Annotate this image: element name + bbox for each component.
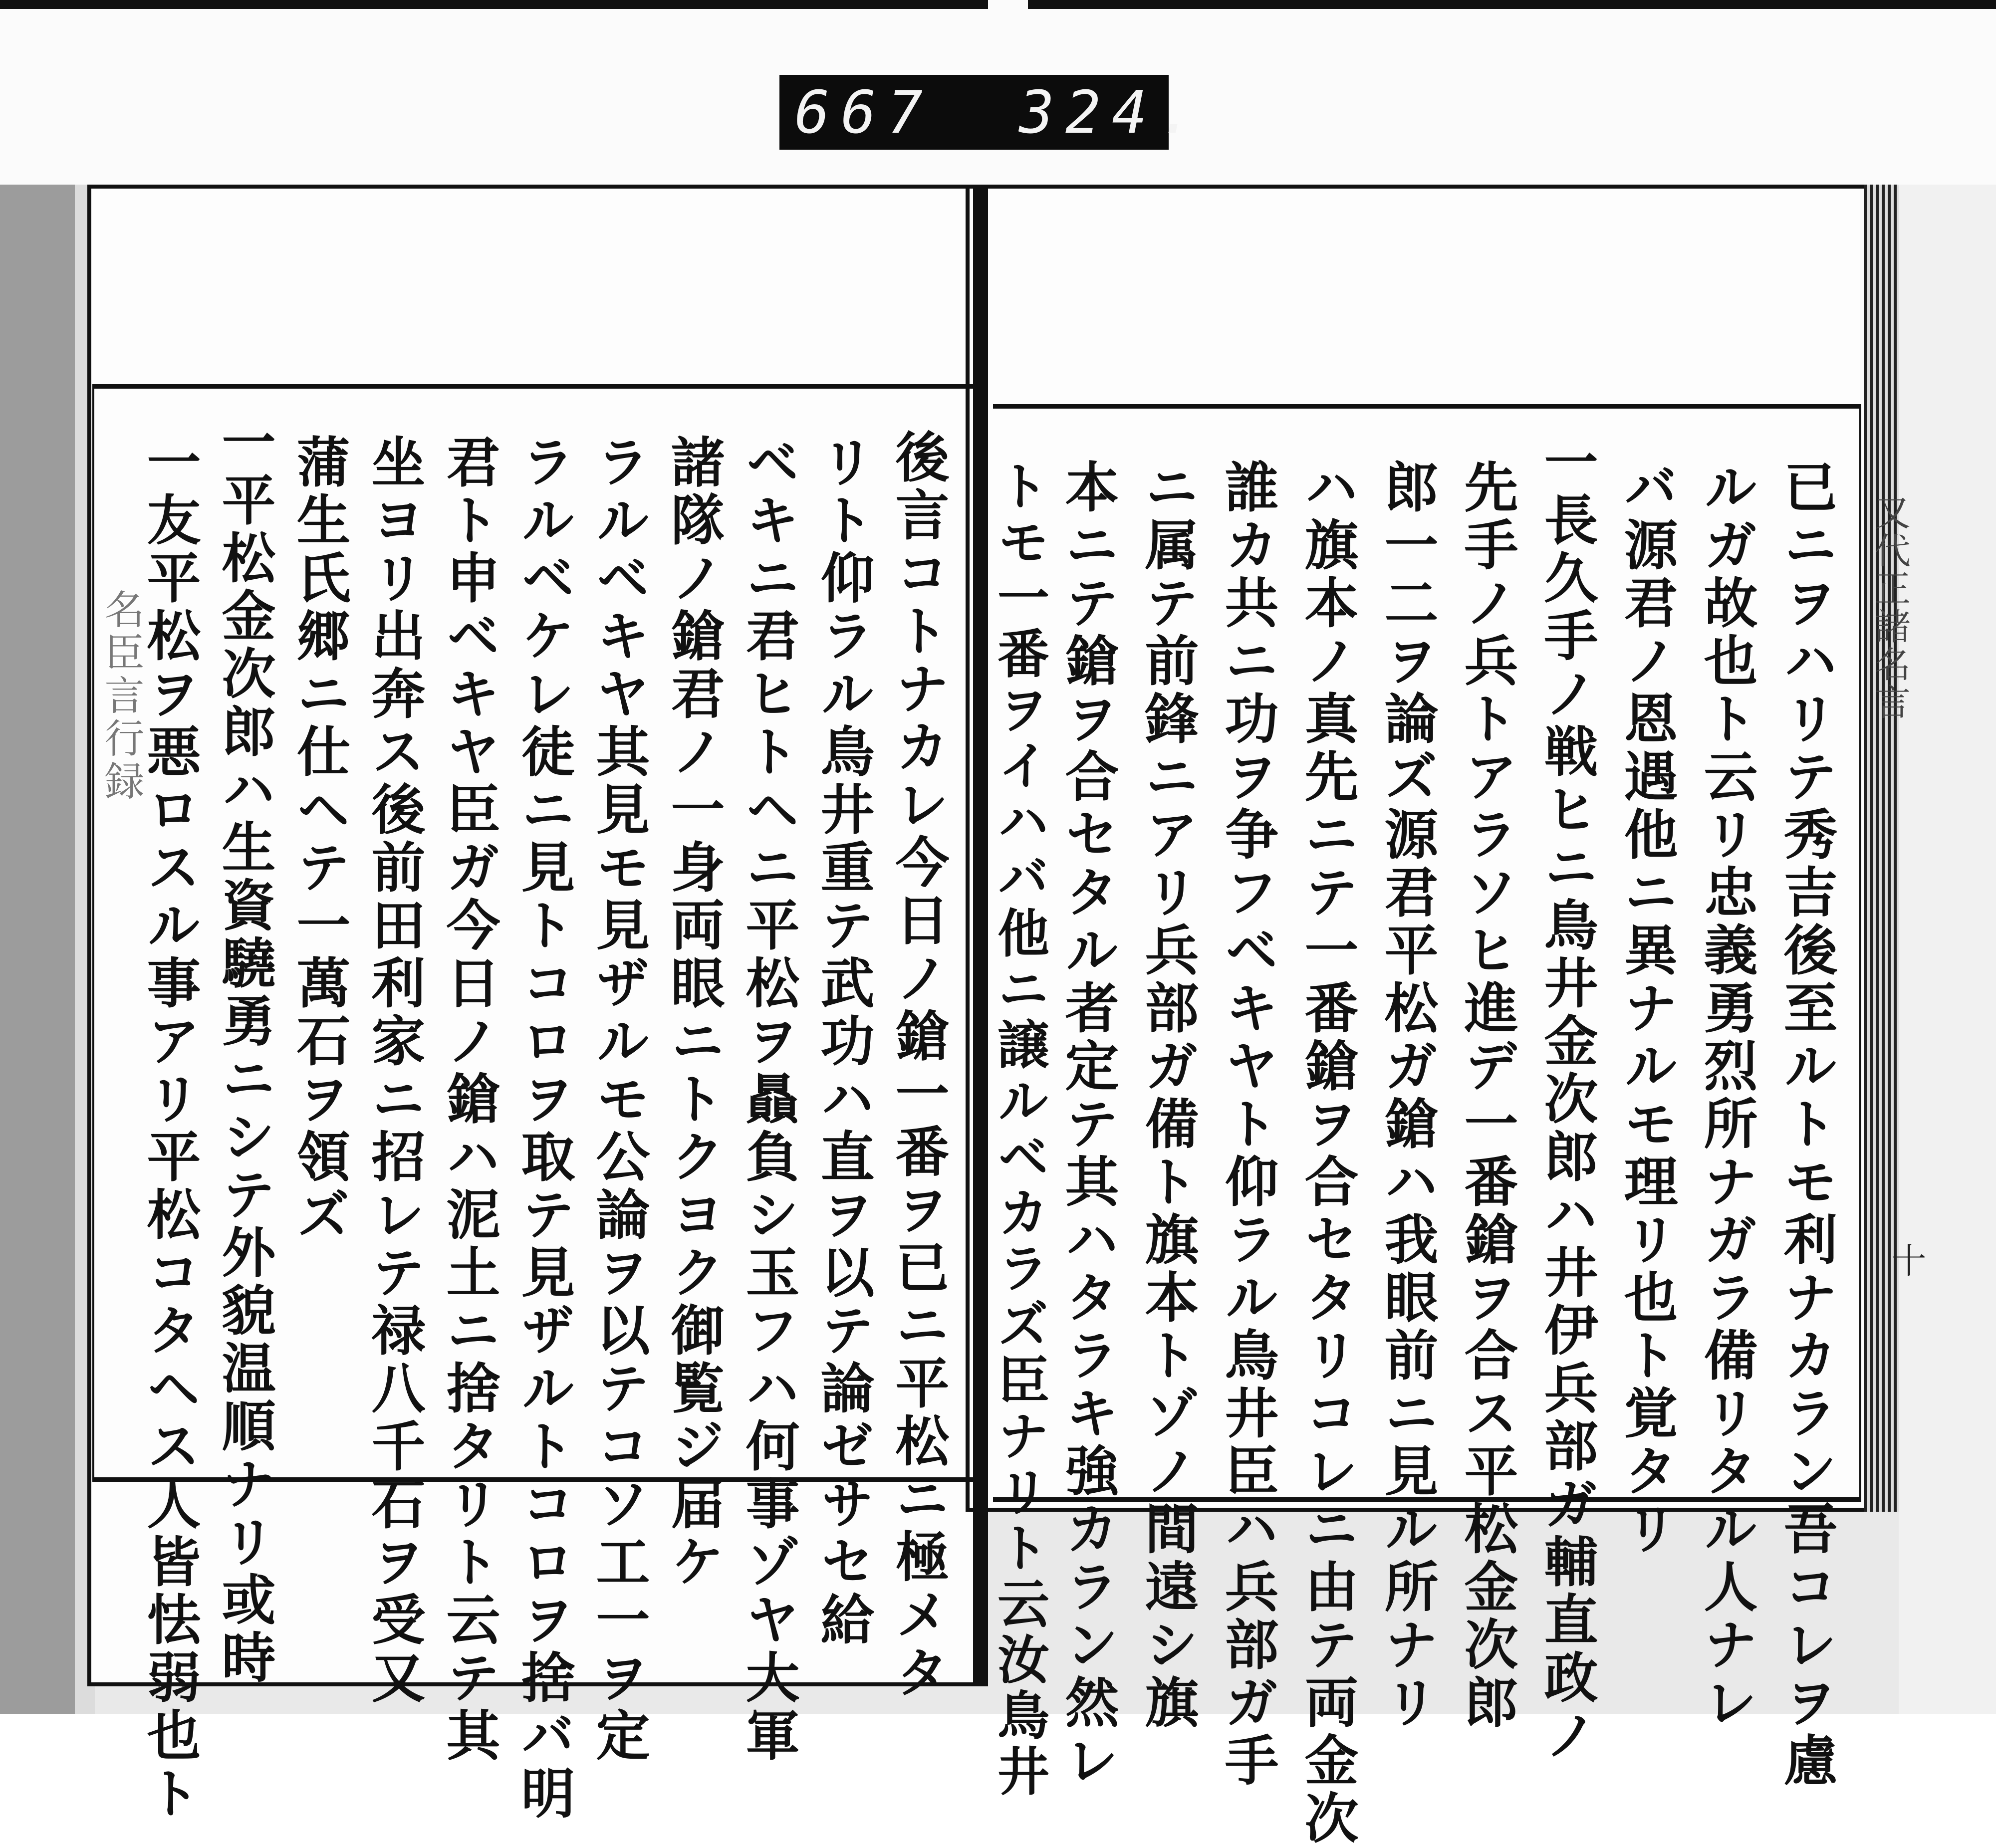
text-column: 君ト申ベキヤ臣ガ今日ノ鎗ハ泥土ニ捨タリト云テ其: [437, 434, 500, 1765]
text-column: 郎一二ヲ論ズ源君平松ガ鎗ハ我眼前ニ見ル所ナリ: [1375, 459, 1438, 1732]
text-column: 蒲生氏郷ニ仕ヘテ一萬石ヲ領ズ: [287, 434, 350, 1244]
text-column: バ源君ノ恩遇他ニ異ナルモ理リ也ト覚タリ: [1615, 459, 1678, 1559]
text-column: ハ旗本ノ真先ニテ一番鎗ヲ合セタリコレニ由テ両金次: [1295, 459, 1358, 1848]
text-column: 誰カ共ニ功ヲ争フベキヤト仰ラル鳥井臣ハ兵部ガ手: [1216, 459, 1278, 1790]
label-number-right: 324.: [1019, 78, 1205, 147]
scan-edge-right: [1028, 0, 1996, 9]
text-column: 一平松金次郎ハ生資驍勇ニシテ外貌温順ナリ或時: [213, 414, 275, 1687]
left-margin-title: 名臣言行録: [98, 589, 144, 803]
text-column: ルガ故也ト云リ忠義勇烈所ナガラ備リタル人ナレ: [1695, 459, 1757, 1732]
text-column: 一長久手ノ戦ヒニ鳥井金次郎ハ井伊兵部ガ輔直政ノ: [1535, 434, 1598, 1765]
right-page-stack: [1864, 185, 1899, 1512]
reel-frame-label: [779, 75, 1205, 150]
text-column: ニ属テ前鋒ニアリ兵部ガ備ト旗本トゾノ間遠シ旗: [1136, 459, 1199, 1732]
scan-edge-left: [0, 0, 988, 9]
text-column: 先手ノ兵トアラソヒ進デ一番鎗ヲ合ス平松金次郎: [1455, 459, 1518, 1732]
left-book-edge: [0, 185, 75, 1714]
text-column: ラルベケレ徒ニ見トコロヲ取テ見ザルトコロヲ捨バ明: [512, 434, 575, 1823]
text-column: 後言コトナカレ今日ノ鎗一番ヲ已ニ平松ニ極メタ: [886, 429, 949, 1702]
text-column: ラルベキヤ其見モ見ザルモ公論ヲ以テコソ工一ヲ定: [587, 434, 650, 1765]
page-number: 十: [1886, 1242, 1927, 1277]
text-column: リト仰ラル鳥井重テ武功ハ直ヲ以テ論ゼサセ給: [811, 434, 874, 1649]
right-scan-margin: [1899, 185, 1996, 1714]
running-head: 又代正諸名言: [1869, 494, 1911, 721]
text-column: トモ一番ヲイハバ他ニ譲ルベカラズ臣ナリト云汝鳥井: [989, 459, 1050, 1800]
text-column: 諸隊ノ鎗君ノ一身両眼ニトクヨク御覧ジ届ケ: [662, 434, 725, 1592]
label-number-left: 667: [794, 78, 934, 147]
text-column: ベキニ君ヒトヘニ平松ヲ贔負シ玉フハ何事ゾヤ大軍: [737, 434, 799, 1765]
text-column: 一友平松ヲ悪ロスル事アリ平松コタヘス人皆怯弱也ト: [138, 434, 201, 1823]
text-column: 本ニテ鎗ヲ合セタル者定テ其ハタラキ強カラン然レ: [1056, 459, 1119, 1790]
text-column: 坐ヨリ出奔ス後前田利家ニ招レテ禄八千石ヲ受又: [362, 434, 425, 1707]
text-column: 已ニヲハリテ秀吉後至ルトモ利ナカラン吾コレヲ慮: [1774, 459, 1837, 1790]
